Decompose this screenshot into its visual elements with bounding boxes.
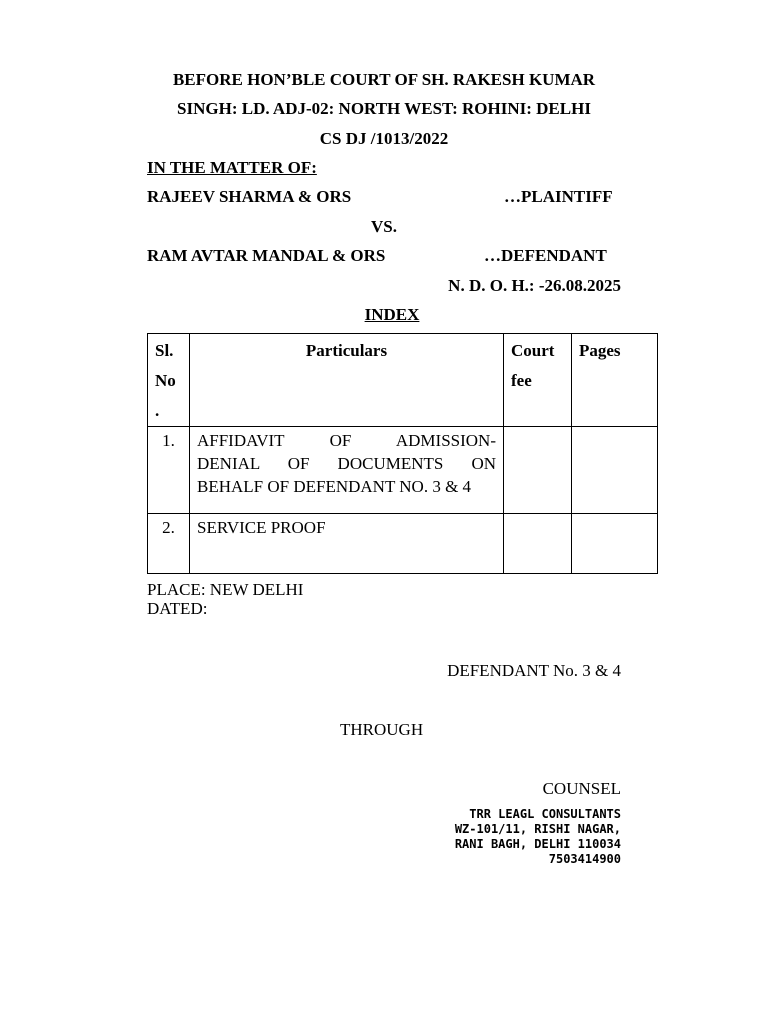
through-label: THROUGH: [340, 720, 424, 739]
next-date-of-hearing: N. D. O. H.: -26.08.2025: [448, 276, 621, 295]
index-header-row: [148, 334, 658, 427]
row-particulars: [190, 427, 504, 514]
header-court-fee-line1: Court: [511, 341, 555, 360]
index-title: INDEX: [364, 305, 420, 324]
place-line: PLACE: NEW DELHI: [147, 580, 304, 599]
header-pages: Pages: [572, 334, 658, 427]
index-table: [147, 333, 658, 574]
row-court-fee: [504, 514, 572, 574]
versus-label: VS.: [371, 217, 397, 236]
row-particulars-line2: DENIAL OF DOCUMENTS ON: [197, 454, 496, 473]
court-heading-line2: SINGH: LD. ADJ-02: NORTH WEST: ROHINI: DELHI: [177, 99, 591, 118]
row-pages: [572, 514, 658, 574]
row-particulars: SERVICE PROOF: [190, 514, 504, 574]
plaintiff-name: RAJEEV SHARMA & ORS: [147, 187, 352, 206]
row-sl: 2.: [148, 514, 190, 574]
row-court-fee: [504, 427, 572, 514]
dated-line: DATED:: [147, 599, 208, 618]
firm-phone: 7503414900: [548, 852, 621, 866]
row-pages: [572, 427, 658, 514]
case-number: CS DJ /1013/2022: [319, 129, 449, 148]
header-sl-no: [148, 334, 190, 427]
firm-name: TRR LEAGL CONSULTANTS: [469, 807, 621, 821]
table-row: [148, 514, 658, 574]
table-row: [148, 427, 658, 514]
defendant-signature-label: DEFENDANT No. 3 & 4: [447, 661, 621, 680]
court-heading-line1: BEFORE HON’BLE COURT OF SH. RAKESH KUMAR: [172, 70, 596, 89]
header-sl-line3: .: [155, 401, 160, 420]
plaintiff-role: …PLAINTIFF: [504, 187, 613, 206]
firm-address-line2: RANI BAGH, DELHI 110034: [454, 837, 621, 851]
row-particulars-line1: AFFIDAVIT OF ADMISSION-: [197, 431, 496, 450]
row-sl: 1.: [148, 427, 190, 514]
header-sl-line2: No: [155, 371, 176, 390]
counsel-label: COUNSEL: [542, 779, 621, 798]
header-particulars: Particulars: [190, 334, 504, 427]
header-sl-line1: Sl.: [155, 341, 174, 360]
defendant-role: …DEFENDANT: [484, 246, 607, 265]
firm-address-line1: WZ-101/11, RISHI NAGAR,: [454, 822, 621, 836]
header-court-fee: [504, 334, 572, 427]
matter-label: IN THE MATTER OF:: [147, 158, 317, 177]
row-particulars-line3: BEHALF OF DEFENDANT NO. 3 & 4: [197, 477, 472, 496]
header-court-fee-line2: fee: [511, 371, 532, 390]
counsel-address-block: [380, 807, 621, 867]
defendant-name: RAM AVTAR MANDAL & ORS: [147, 246, 386, 265]
